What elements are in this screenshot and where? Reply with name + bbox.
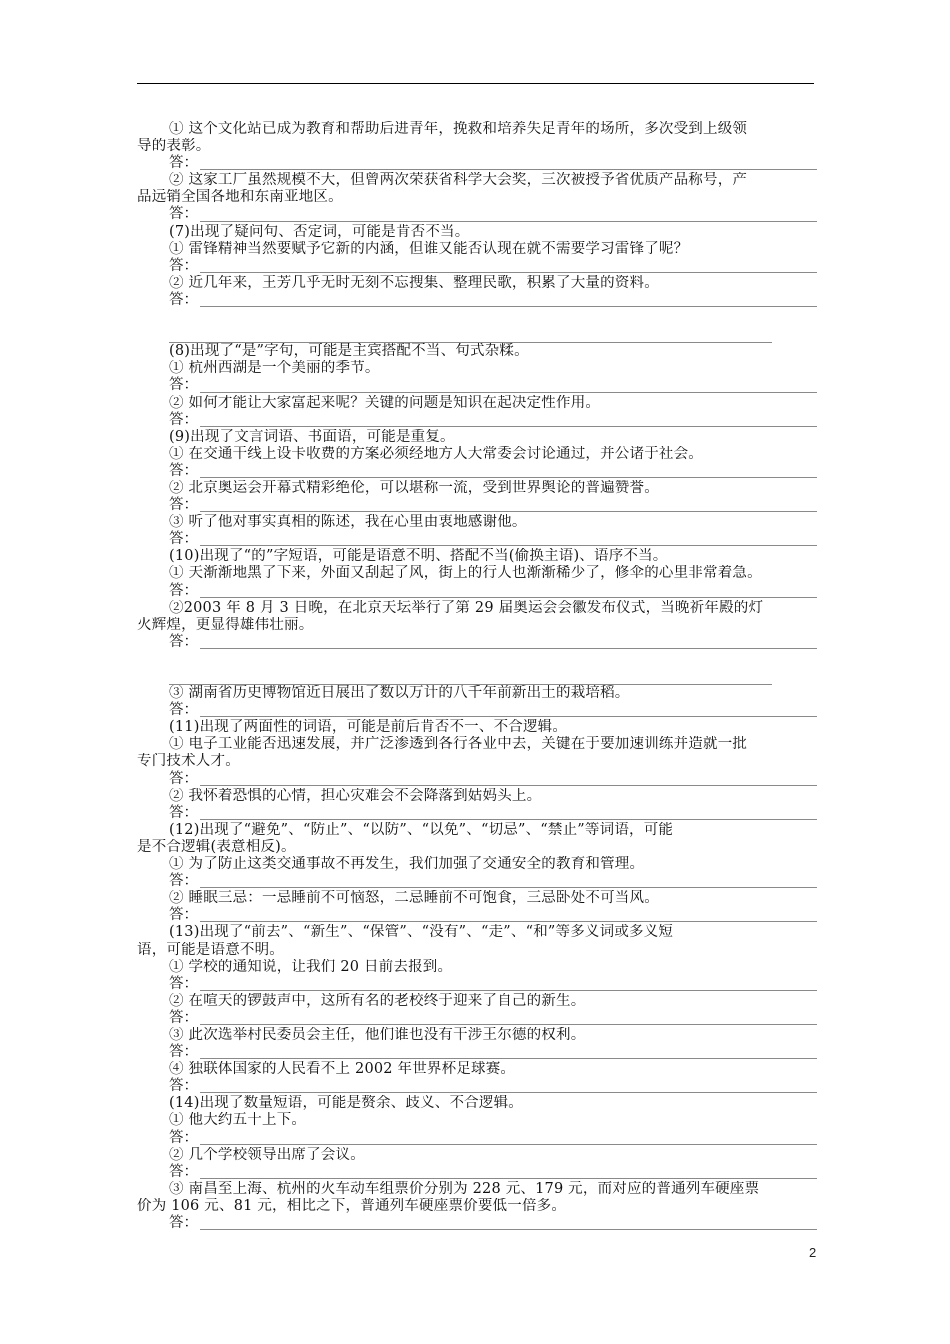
answer-label: 答：: [169, 1044, 198, 1061]
question-text: ① 电子工业能否迅速发展，并广泛渗透到各行各业中去，关键在于要加速训练并造就一批: [169, 736, 748, 753]
answer-label: 答：: [169, 1215, 198, 1231]
question-text: ② 几个学校领导出席了会议。: [169, 1146, 365, 1163]
question-text: ③ 湖南省历史博物馆近日展出了数以万计的八千年前新出土的栽培稻。: [169, 685, 630, 702]
answer-line: [137, 702, 817, 719]
question-text: 火辉煌，更显得雄伟壮丽。: [137, 616, 314, 633]
answer-label: 答：: [169, 531, 198, 548]
answer-line: [137, 1044, 817, 1061]
question-text: ② 近几年来，王芳几乎无时无刻不忘搜集、整理民歌，积累了大量的资料。: [169, 274, 659, 291]
section-heading: 是不合逻辑(表意相反)。: [137, 838, 296, 855]
answer-label: 答：: [169, 1078, 198, 1095]
exercise-content: [137, 121, 817, 1232]
answer-label: 答：: [169, 377, 198, 394]
answer-line: [137, 463, 817, 480]
answer-line: [137, 1078, 817, 1095]
answer-label: 答：: [169, 582, 198, 599]
section-heading: (8)出现了“是”字句，可能是主宾搭配不当、句式杂糅。: [169, 343, 529, 360]
answer-blank: [169, 326, 772, 343]
section-heading: (13)出现了“前去”、“新生”、“保管”、“没有”、“走”、“和”等多义词或多义短: [169, 924, 674, 941]
question-text: ② 我怀着恐惧的心情，担心灾难会不会降落到姑妈头上。: [169, 787, 542, 804]
question-text: ① 雷锋精神当然要赋予它新的内涵，但谁又能否认现在就不需要学习雷锋了呢？: [169, 240, 689, 257]
question-text: ② 如何才能让大家富起来呢？关键的问题是知识在起决定性作用。: [169, 394, 601, 411]
answer-line: [137, 976, 817, 993]
answer-label: 答：: [169, 1163, 198, 1180]
section-heading: (9)出现了文言词语、书面语，可能是重复。: [169, 428, 455, 445]
answer-line: [137, 873, 817, 890]
answer-label: 答：: [169, 804, 198, 821]
question-text: ③ 此次选举村民委员会主任，他们谁也没有干涉王尔德的权利。: [169, 1026, 586, 1043]
answer-label: 答：: [169, 770, 198, 787]
question-text: ③ 南昌至上海、杭州的火车动车组票价分别为 228 元、179 元，而对应的普通列车硬座票: [169, 1180, 760, 1197]
answer-label: 答：: [169, 206, 198, 223]
question-text: 品远销全国各地和东南亚地区。: [137, 189, 343, 206]
question-text: 导的表彰。: [137, 138, 211, 155]
question-text: ① 这个文化站已成为教育和帮助后进青年，挽救和培养失足青年的场所，多次受到上级领: [169, 121, 748, 137]
header-rule: [137, 83, 814, 84]
answer-label: 答：: [169, 975, 198, 992]
answer-line: [137, 377, 817, 394]
section-heading: (11)出现了两面性的词语，可能是前后肯否不一、不合逻辑。: [169, 719, 568, 736]
question-text: ② 睡眠三忌：一忌睡前不可恼怒，二忌睡前不可饱食，三忌卧处不可当风。: [169, 890, 659, 907]
answer-line: [137, 155, 817, 172]
answer-label: 答：: [169, 907, 198, 924]
page-number: 2: [809, 1245, 817, 1260]
question-text: ① 天渐渐地黑了下来，外面又刮起了风，街上的行人也渐渐稀少了，修伞的心里非常着急。: [169, 565, 762, 582]
answer-line: [137, 1164, 817, 1181]
question-text: ① 为了防止这类交通事故不再发生，我们加强了交通安全的教育和管理。: [169, 856, 645, 873]
answer-label: 答：: [169, 1129, 198, 1146]
question-text: 价为 106 元、81 元，相比之下，普通列车硬座票价要低一倍多。: [137, 1197, 567, 1214]
answer-label: 答：: [169, 155, 198, 172]
section-heading: (7)出现了疑问句、否定词，可能是肯否不当。: [169, 223, 470, 240]
answer-line: [137, 907, 817, 924]
answer-line: [137, 1010, 817, 1027]
answer-label: 答：: [169, 257, 198, 274]
answer-line: [137, 805, 817, 822]
question-text: ② 这家工厂虽然规模不大，但曾两次荣获省科学大会奖，三次被授予省优质产品称号，产: [169, 172, 748, 189]
answer-label: 答：: [169, 462, 198, 479]
answer-label: 答：: [169, 873, 198, 890]
answer-line: [137, 497, 817, 514]
question-text: ②2003 年 8 月 3 日晚，在北京天坛举行了第 29 届奥运会会徽发布仪式，当晚祈年殿的灯: [169, 599, 764, 616]
section-heading: 语，可能是语意不明。: [137, 941, 284, 958]
question-text: ① 在交通干线上设卡收费的方案必须经地方人大常委会讨论通过，并公诸于社会。: [169, 445, 704, 462]
answer-blank: [169, 668, 772, 685]
answer-label: 答：: [169, 1009, 198, 1026]
question-text: ④ 独联体国家的人民看不上 2002 年世界杯足球赛。: [169, 1061, 516, 1078]
answer-line: [137, 292, 817, 309]
answer-line: [137, 258, 817, 275]
answer-line: [137, 771, 817, 788]
answer-line: [137, 1215, 817, 1232]
answer-line: [137, 206, 817, 223]
answer-label: 答：: [169, 633, 198, 650]
question-text: 专门技术人才。: [137, 753, 240, 770]
answer-line: [137, 1130, 817, 1147]
question-text: ① 他大约五十上下。: [169, 1112, 307, 1129]
answer-line: [137, 583, 817, 600]
answer-line: [137, 531, 817, 548]
answer-label: 答：: [169, 497, 198, 514]
answer-line: [137, 634, 817, 651]
answer-line: [137, 412, 817, 429]
section-heading: (12)出现了“避免”、“防止”、“以防”、“以免”、“切忌”、“禁止”等词语，可能: [169, 821, 674, 838]
answer-label: 答：: [169, 702, 198, 719]
question-text: ① 学校的通知说，让我们 20 日前去报到。: [169, 958, 453, 975]
answer-label: 答：: [169, 291, 198, 308]
section-heading: (10)出现了“的”字短语，可能是语意不明、搭配不当(偷换主语)、语序不当。: [169, 548, 668, 565]
question-text: ③ 听了他对事实真相的陈述，我在心里由衷地感谢他。: [169, 514, 527, 531]
question-text: ② 北京奥运会开幕式精彩绝伦，可以堪称一流，受到世界舆论的普遍赞誉。: [169, 479, 659, 496]
section-heading: (14)出现了数量短语，可能是赘余、歧义、不合逻辑。: [169, 1095, 523, 1112]
answer-label: 答：: [169, 411, 198, 428]
question-text: ① 杭州西湖是一个美丽的季节。: [169, 360, 380, 377]
question-text: ② 在喧天的锣鼓声中，这所有名的老校终于迎来了自己的新生。: [169, 992, 586, 1009]
